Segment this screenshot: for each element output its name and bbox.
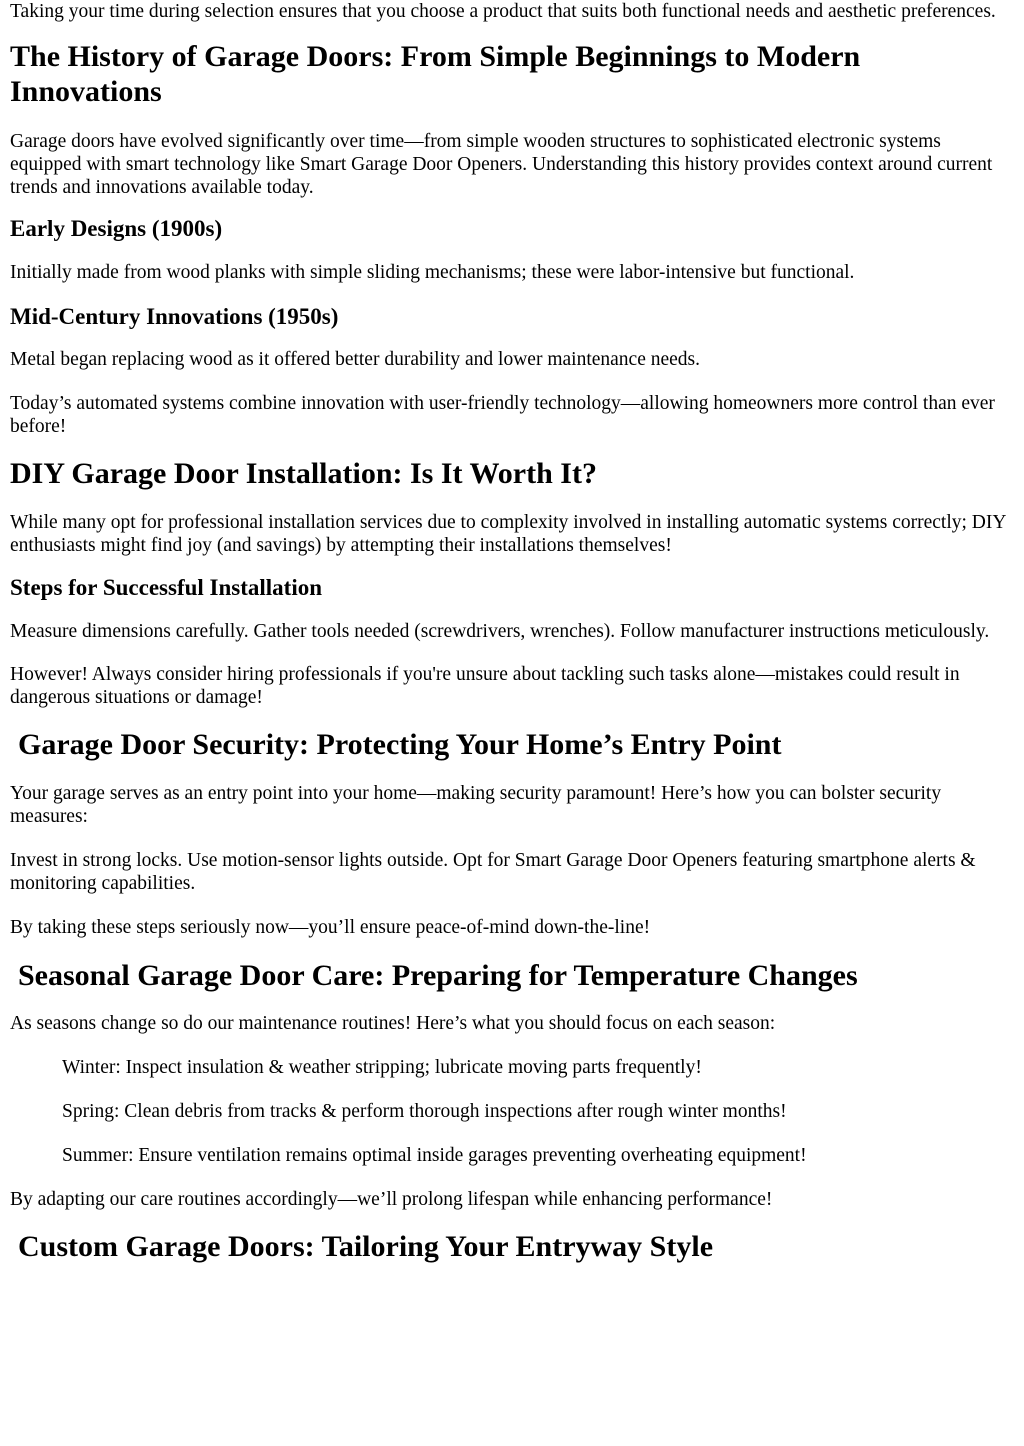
seasonal-heading: Seasonal Garage Door Care: Preparing for Temperature Changes — [18, 959, 858, 992]
custom-doors-heading: Custom Garage Doors: Tailoring Your Entryway Style — [18, 1230, 714, 1263]
installation-steps-paragraph: Measure dimensions carefully. Gather tools needed (screwdrivers, wrenches). Follow manufacturer instructions meticulously. — [10, 621, 990, 642]
seasonal-outro-paragraph: By adapting our care routines accordingly—we’ll prolong lifespan while enhancing performance! — [10, 1189, 773, 1210]
season-item-summer: Summer: Ensure ventilation remains optimal inside garages preventing overheating equipment! — [62, 1145, 807, 1166]
diy-paragraph: While many opt for professional installation services due to complexity involved in installing automatic systems correctly; DIY enthusiasts might find joy (and savings) by attempting their installations themselves! — [10, 512, 1006, 556]
security-paragraph-1: Your garage serves as an entry point into your home—making security paramount! Here’s how you can bolster security measures: — [10, 783, 942, 827]
diy-heading: DIY Garage Door Installation: Is It Worth It? — [10, 457, 597, 490]
history-paragraph: Garage doors have evolved significantly over time—from simple wooden structures to sophisticated electronic systems equipped with smart technology like Smart Garage Door Openers. Understanding this history provides context around current trends and innovations available today. — [10, 131, 993, 198]
however-paragraph: However! Always consider hiring professionals if you're unsure about tackling such tasks alone—mistakes could result in dangerous situations or damage! — [10, 664, 960, 708]
security-paragraph-3: By taking these steps seriously now—you’ll ensure peace-of-mind down-the-line! — [10, 917, 651, 938]
security-paragraph-2: Invest in strong locks. Use motion-sensor lights outside. Opt for Smart Garage Door Openers featuring smartphone alerts & monitoring capabilities. — [10, 850, 976, 894]
mid-century-paragraph: Metal began replacing wood as it offered better durability and lower maintenance needs. — [10, 349, 701, 370]
history-heading: The History of Garage Doors: From Simple Beginnings to Modern Innovations — [10, 40, 861, 108]
early-designs-paragraph: Initially made from wood planks with simple sliding mechanisms; these were labor-intensive but functional. — [10, 262, 855, 283]
today-paragraph: Today’s automated systems combine innovation with user-friendly technology—allowing homeowners more control than ever before! — [10, 393, 995, 437]
intro-paragraph: Taking your time during selection ensures that you choose a product that suits both functional needs and aesthetic preferences. — [10, 1, 996, 22]
security-heading: Garage Door Security: Protecting Your Home’s Entry Point — [18, 728, 782, 761]
early-designs-heading: Early Designs (1900s) — [10, 216, 223, 241]
installation-steps-heading: Steps for Successful Installation — [10, 575, 323, 600]
season-item-winter: Winter: Inspect insulation & weather stripping; lubricate moving parts frequently! — [62, 1057, 702, 1078]
seasonal-intro-paragraph: As seasons change so do our maintenance routines! Here’s what you should focus on each season: — [10, 1013, 776, 1034]
season-item-spring: Spring: Clean debris from tracks & perform thorough inspections after rough winter months! — [62, 1101, 787, 1122]
mid-century-heading: Mid-Century Innovations (1950s) — [10, 304, 339, 329]
